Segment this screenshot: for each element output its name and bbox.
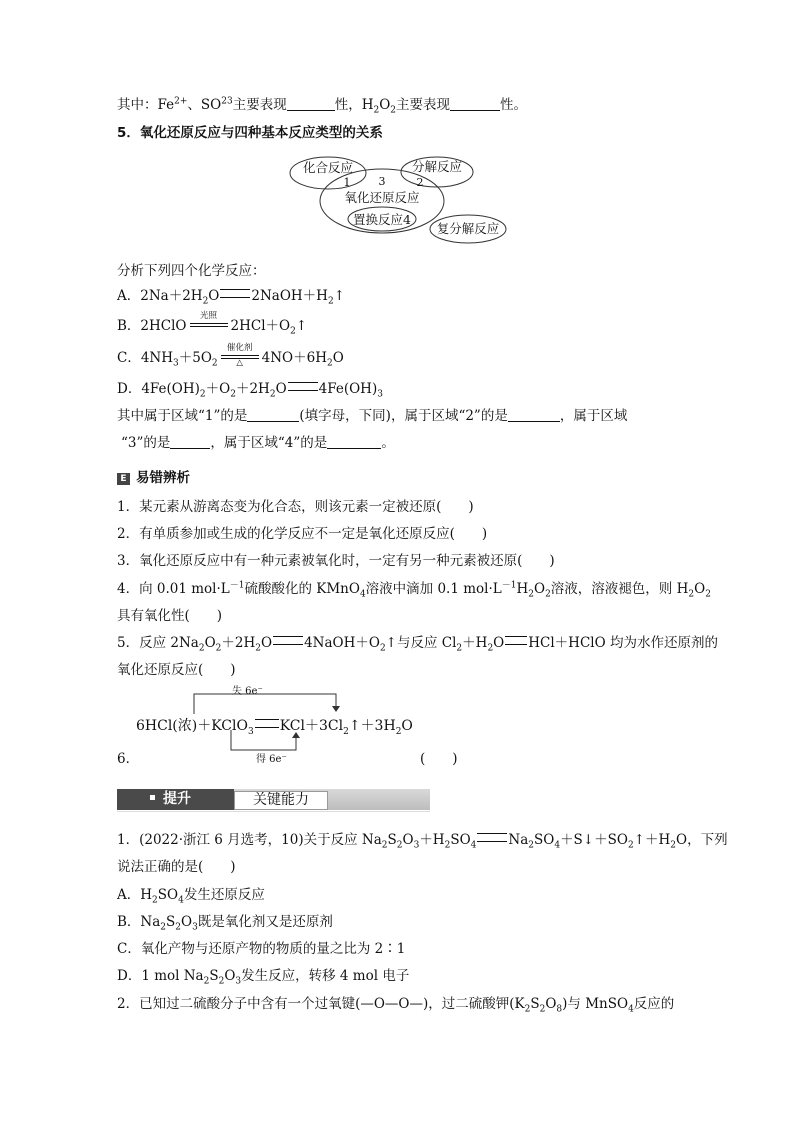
label-double-decomposition: 复分解反应 <box>436 221 500 236</box>
equals-sign <box>273 636 303 645</box>
problem-1-option-b: B．$Na_2S_2O_3$既是氧化剂又是还原剂 <box>117 914 333 933</box>
redox-equation: 6HCl(浓)＋KClO$_3$ $KCl+3Cl_2↑+3H_2O$ <box>136 718 413 737</box>
reaction-venn-diagram <box>286 152 510 244</box>
equals-sign <box>220 289 250 298</box>
answer-blank[interactable] <box>287 97 335 111</box>
condition-arrow: 催化剂 △ <box>221 350 259 364</box>
option-d: D．$4Fe(OH)_2+O_2+2H_2O$ $4Fe(OH)_3$ <box>117 381 383 400</box>
option-b: B．2HClO 光照 $2HCl+O_2↑$ <box>117 311 308 337</box>
electron-transfer-diagram <box>136 684 436 764</box>
option-c: C．$4NH_3+5O_2$ 催化剂 △ $4NO+6H_2O$ <box>117 343 344 369</box>
condition-arrow: 光照 <box>190 318 228 332</box>
region-3: 3 <box>378 175 386 188</box>
square-bullet-icon <box>150 795 155 800</box>
equals-sign <box>255 719 279 728</box>
judge-item-4-cont: 具有氧化性( ) <box>117 608 223 624</box>
banner-dark-label: 提升 <box>117 789 234 810</box>
judge-item-1: 1．某元素从游离态变为化合态，则该元素一定被还原( ) <box>117 499 474 515</box>
equals-sign <box>288 382 318 391</box>
answer-blank[interactable] <box>508 408 560 422</box>
answer-blank[interactable] <box>327 435 381 449</box>
judge-item-4: 4．向 0.01 $mol\cdot L^{-1}$硫酸酸化的 KMnO$_4$溶液中滴加 0.1 $mol\cdot L^{-1}H_2O_2$溶液，溶液褪色，则 $H_2O_2$ <box>117 580 711 600</box>
banner-light-label: 关键能力 <box>234 791 328 810</box>
answer-blank[interactable] <box>247 408 299 422</box>
judge-item-3: 3．氧化还原反应中有一种元素被氧化时，一定有另一种元素被还原( ) <box>117 553 555 569</box>
judge-item-5: 5．反应 $2Na_2O_2+2H_2O$ $4NaOH+O_2↑$与反应 $Cl_2+H_2O$ HCl＋HClO 均为水作还原剂的 <box>117 635 718 654</box>
section-heading-error-analysis: E 易错辨析 <box>117 469 190 487</box>
text-line-regions-1: 其中属于区域“1”的是 (填字母，下同)，属于区域“2”的是 ，属于区域 <box>117 408 628 424</box>
text-line-regions-2: “3”的是 ，属于区域“4”的是 。 <box>121 435 395 451</box>
label-decomposition: 分解反应 <box>411 159 463 174</box>
judge-item-5-cont: 氧化还原反应( ) <box>117 662 236 678</box>
item-heading-5: 5．氧化还原反应与四种基本反应类型的关系 <box>117 125 383 141</box>
equals-sign <box>477 833 507 842</box>
region-1: 1 <box>343 176 351 189</box>
reversible-sign <box>505 636 527 645</box>
lose-electrons-label: 失 6e⁻ <box>232 686 263 697</box>
judge-item-6-number: 6． <box>117 751 140 767</box>
problem-2: 2．已知过二硫酸分子中含有一个过氧键(—O—O—)，过二硫酸钾$(K_2S_2O_8)$与 MnSO$_4$反应的 <box>117 996 675 1015</box>
label-combination: 化合反应 <box>302 160 354 175</box>
problem-1: 1．(2022·浙江 6 月选考，10)关于反应 $Na_2S_2O_3+H_2SO_4$ $Na_2SO_4+S↓+SO_2↑+H_2O$，下列 <box>117 832 728 851</box>
answer-blank[interactable] <box>170 435 210 449</box>
label-redox: 氧化还原反应 <box>344 190 420 205</box>
text-line-1: 其中：$Fe^{2+}$、SO$^{23}$主要表现 性，$H_2O_2$主要表现 性。 <box>117 96 528 116</box>
banner-divider <box>117 811 430 812</box>
problem-1-option-d: D．1 mol $Na_2S_2O_3$发生反应，转移 4 mol 电子 <box>117 968 410 987</box>
problem-1-option-c: C．氧化产物与还原产物的物质的量之比为 2∶1 <box>117 941 406 957</box>
section-tag-icon: E <box>117 473 130 485</box>
text-line-analyze: 分析下列四个化学反应： <box>117 263 266 279</box>
option-a: A．$2Na+2H_2O$ $2NaOH+H_2↑$ <box>117 288 345 307</box>
judge-item-2: 2．有单质参加或生成的化学反应不一定是氧化还原反应( ) <box>117 526 488 542</box>
answer-blank[interactable] <box>450 97 500 111</box>
problem-1-option-a: A．$H_2SO_4$发生还原反应 <box>117 887 265 906</box>
problem-1-cont: 说法正确的是( ) <box>117 859 236 875</box>
section-banner <box>117 789 430 810</box>
gain-electrons-label: 得 6e⁻ <box>256 754 287 765</box>
label-displacement: 置换反应4 <box>353 212 411 227</box>
region-2: 2 <box>416 176 424 189</box>
judge-item-6-paren: ( ) <box>420 751 458 767</box>
